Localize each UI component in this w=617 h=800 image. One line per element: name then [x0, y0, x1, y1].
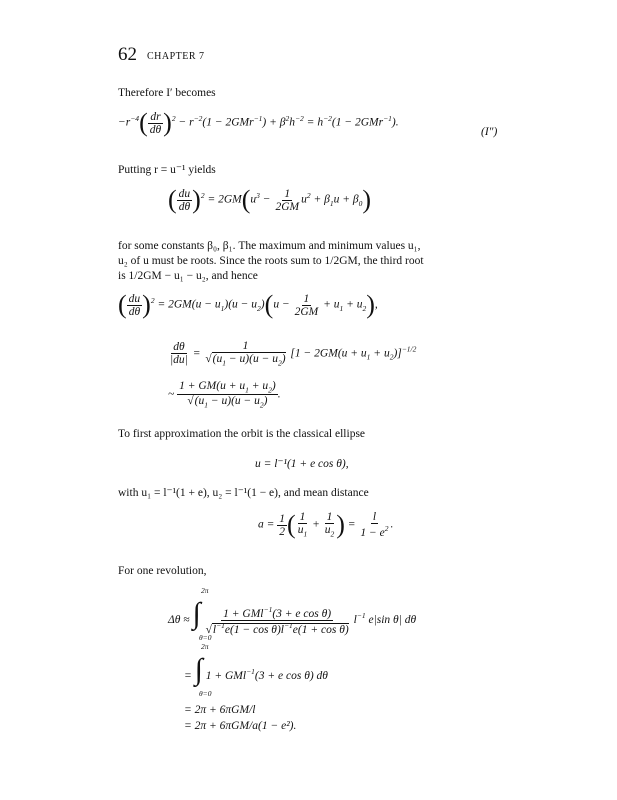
integral-lower-limit: θ=0	[199, 633, 212, 642]
integral-2-upper-limit: 2π	[201, 642, 209, 651]
equation-roots: ( $\frac{du}{d\theta}$ )$^2 = 2GM(u - u_1)(u - u_2)(u$ − $\frac{1}{2GM}$ + $u_1 + u_2$),	[118, 290, 378, 319]
equation-result-1: = 2π + 6πGM/l	[184, 704, 256, 716]
paragraph-3-line-3: is 1/2GM − u₁ − u₂, and hence	[118, 270, 258, 282]
paragraph-4: To first approximation the orbit is the classical ellipse	[118, 428, 366, 440]
equation-i-double-prime: $-r^{-4}$( $\frac{dr}{d\theta}$ )$^2 - r^{-2}(1 - 2GMr^{-1}) + \beta^2h^{-2} = h^{-2}(1 - 2GMr^{-1})$.	[118, 108, 399, 137]
paragraph-5: with u₁ = l⁻¹(1 + e), u₂ = l⁻¹(1 − e), and mean distance	[118, 487, 369, 499]
paragraph-2: Putting r = u⁻¹ yields	[118, 164, 216, 176]
equation-dtheta-du: $\frac{d\theta}{|du|}$ = $\frac{1}{√(u_1 - u)(u - u_2)}$ $[1 - 2GM(u + u_1 + u_2)]^{-1/2}$	[170, 340, 417, 368]
page-number: 62	[118, 44, 137, 65]
integral-2-lower-limit: θ=0	[199, 689, 212, 698]
integral-upper-limit: 2π	[201, 586, 209, 595]
equation-du-dtheta: ( $\frac{du}{d\theta}$ )$^2 = 2GM(u^3$ − $\frac{1}{2GM}$ $u^2 + \beta_1u + \beta_0$)	[168, 185, 371, 214]
equation-approx: ~ $\frac{1 + GM(u + u_1 + u_2)}{√(u_1 - u)(u - u_2)}$ .	[168, 380, 281, 410]
paragraph-3-line-1: for some constants β₀, β₁. The maximum and minimum values u₁,	[118, 240, 421, 252]
paragraph-3-line-2: u₂ of u must be roots. Since the roots sum to 1/2GM, the third root	[118, 255, 424, 267]
equation-result-2: = 2π + 6πGM/a(1 − e²).	[184, 720, 297, 732]
paragraph-1: Therefore I′ becomes	[118, 87, 216, 99]
equation-ellipse: u = l⁻¹(1 + e cos θ),	[255, 458, 349, 470]
paragraph-6: For one revolution,	[118, 565, 207, 577]
chapter-heading: CHAPTER 7	[147, 51, 205, 62]
equation-integral-step: = ∫ 1 + GMl$^{-1}$(3 + e cos θ) dθ	[184, 653, 328, 686]
equation-delta-theta: Δθ ≈ ∫ $\frac{1 + GMl^{-1}(3 + e \cos \theta)}{√l^{-1}e(1 - \cos \theta)l^{-1}e(1 + \cos \theta)}$ $l^{-1}$ e|sin θ| dθ	[168, 597, 417, 636]
equation-mean-distance: a = $\frac{1}{2}$ ( $\frac{1}{u_1}$ + $\frac{1}{u_2}$ ) = $\frac{l}{1 - e^2}$ .	[258, 510, 394, 539]
equation-tag: (I″)	[481, 126, 498, 138]
